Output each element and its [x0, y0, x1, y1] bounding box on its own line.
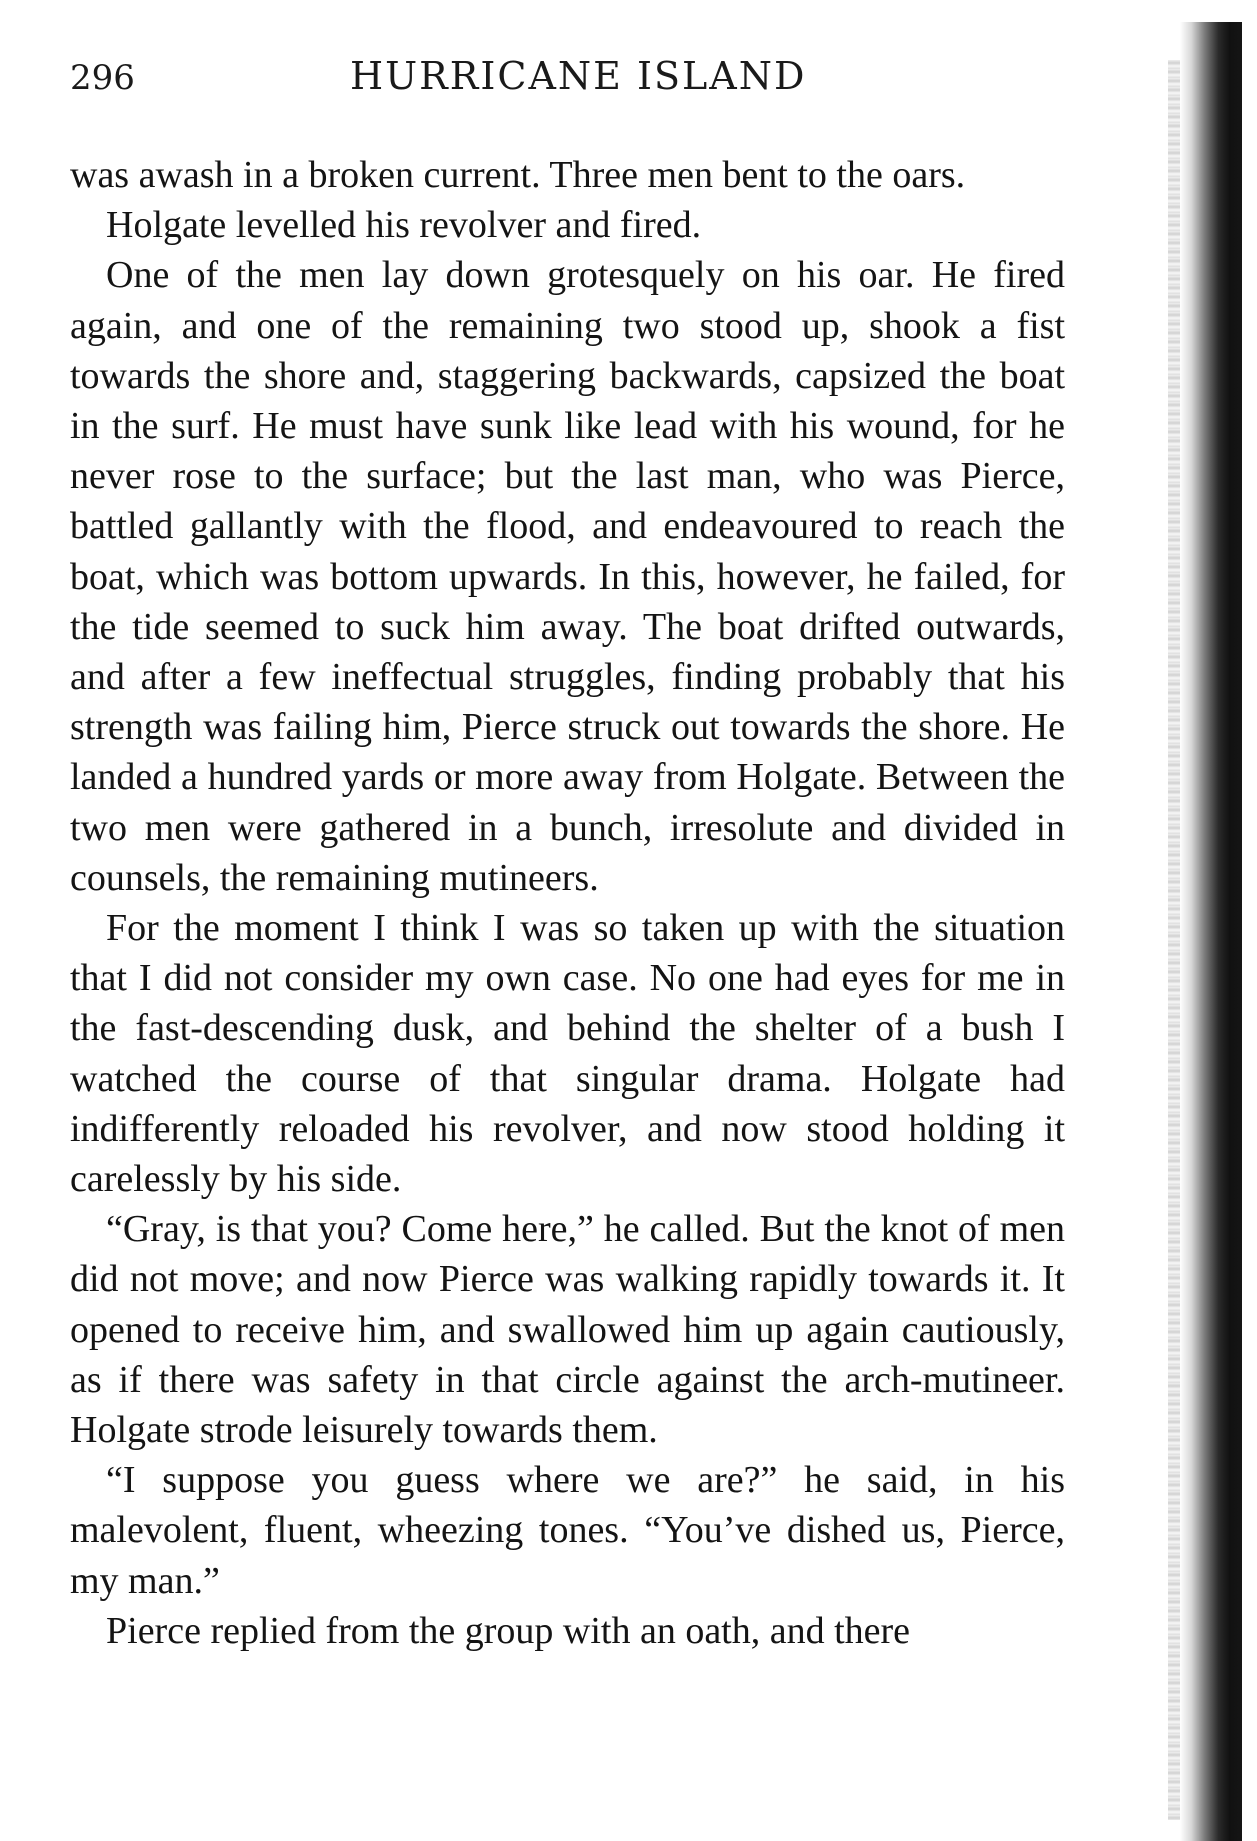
running-title: HURRICANE ISLAND — [350, 54, 807, 98]
paragraph: For the moment I think I was so taken up with the situation that I did not consider my own case. No one had eyes for me in the fast-descending dusk, and behind the shelter of a bush I watched the course of that singular drama. Holgate had indifferently reloaded his revolver, and now stood holding it carelessly by his side. — [70, 907, 1065, 1201]
paragraph: One of the men lay down grotesquely on his oar. He fired again, and one of the remaining two stood up, shook a fist towards the shore and, staggering backwards, capsized the boat in the surf. He must have sunk like lead with his wound, for he never rose to the surface; but the last man, who was Pierce, battled gallantly with the flood, and endeavoured to reach the boat, which was bottom upwards. In this, however, he failed, for the tide seemed to suck him away. The boat drifted outwards, and after a few ineffectual struggles, finding probably that his strength was failing him, Pierce struck out towards the shore. He landed a hundred yards or more away from Holgate. Between the two men were gathered in a bunch, irresolute and divided in counsels, the remaining mutineers. — [70, 254, 1065, 899]
book-spine-shadow — [1180, 22, 1242, 1841]
page-header — [70, 50, 1070, 110]
paragraph: Holgate levelled his revolver and fired. — [106, 204, 702, 247]
paragraph: was awash in a broken current. Three men bent to the oars. — [70, 154, 966, 196]
paragraph: “Gray, is that you? Come here,” he called. But the knot of men did not move; and now Pierce was walking rapidly towards it. It opened to receive him, and swallowed him up again cautiously, as if there was safety in that circle against the arch-mutineer. Holgate strode leisurely towards them. — [70, 1208, 1065, 1452]
page-number: 296 — [70, 58, 135, 98]
paragraph: “I suppose you guess where we are?” he said, in his malevolent, fluent, wheezing tones. “You’ve dished us, Pierce, my man.” — [70, 1459, 1065, 1602]
body-text — [70, 150, 1065, 1656]
paragraph: Pierce replied from the group with an oath, and there — [106, 1609, 911, 1652]
